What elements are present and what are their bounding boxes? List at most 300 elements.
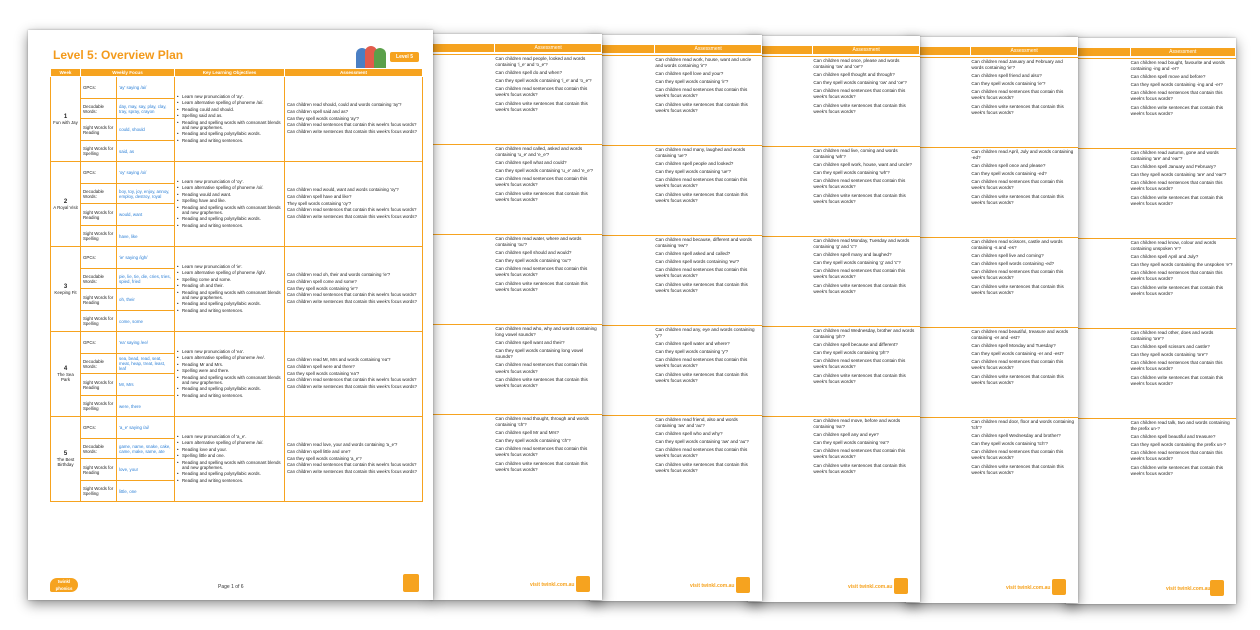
assessment-cell xyxy=(655,147,758,206)
objective-item: • Learn new pronunciation of 'ea'. xyxy=(177,349,282,354)
focus-label: Sight Words for Reading xyxy=(81,374,117,396)
assessment-question: Can they spell words containing -ing and -er? xyxy=(1130,82,1223,88)
assessment-question: Can children read sentences that contain this week's focus words? xyxy=(495,362,588,374)
assessment-question: Can they spell words containing 'i_e' and 'o_e'? xyxy=(495,78,592,84)
assessment-question: Can children spell work, house, want and uncle? xyxy=(813,162,912,168)
assessment-question: Can children read oh, their and words containing 'ie'? xyxy=(287,272,391,278)
assessment-question: Can they spell words containing 'ea'? xyxy=(813,440,889,446)
assessment-question: Can children write sentences that contain this week's focus words? xyxy=(813,372,906,384)
assessment-question: Can children read sentences that contain this week's focus words? xyxy=(495,446,588,458)
assessment-question: Can children read sentences that contain this week's focus words? xyxy=(971,269,1064,281)
assessment-question: Can children read love, your and words containing 'a_e'? xyxy=(287,442,398,448)
header-assessment: Assessment xyxy=(495,44,602,52)
objective-item: • Learn new pronunciation of 'a_e'. xyxy=(177,434,282,439)
assessment-question: Can children write sentences that contain this week's focus words? xyxy=(655,371,748,383)
assessment-question: Can children read beautiful, treasure and words containing -er and -est? xyxy=(971,329,1069,341)
assessment-question: Can children read sentences that contain this week's focus words? xyxy=(813,88,906,100)
assessment-question: Can children write sentences that contain this week's focus words? xyxy=(495,460,588,472)
assessment-question: Can children spell asked and called? xyxy=(655,251,731,257)
assessment-question: Can children read sentences that contain this week's focus words? xyxy=(971,359,1064,371)
focus-label: Sight Words for Spelling xyxy=(81,141,117,162)
assessment-question: Can children spell move and before? xyxy=(1130,74,1206,80)
assessment-cell xyxy=(971,419,1074,478)
assessment-question: Can children write sentences that contain this week's focus words? xyxy=(1130,374,1224,386)
assessment-question: Can children read other, does and words containing 'ore'? xyxy=(1130,330,1214,342)
assessment-question: Can children spell who and why? xyxy=(655,431,723,437)
assessment-question: Can children spell words containing -ed? xyxy=(971,261,1055,267)
assessment-question: Can children write sentences that contain this week's focus words? xyxy=(655,281,748,293)
assessment-question: Can children write sentences that contain this week's focus words? xyxy=(813,282,906,294)
table-row xyxy=(51,417,423,439)
assessment-question: Can children read sentences that contain this week's focus words? xyxy=(655,267,748,279)
phonics-badge-icon xyxy=(403,574,419,592)
assessment-question: Can children write sentences that contain this week's focus words? xyxy=(813,102,906,114)
assessment-question: Can children spell once and please? xyxy=(971,163,1046,169)
week-divider xyxy=(1066,58,1236,59)
assessment-question: Can children read April, July and words containing -ed? xyxy=(971,149,1074,161)
assessment-question: Can children write sentences that contain this week's focus words? xyxy=(287,384,417,390)
assessment-cell xyxy=(1131,420,1233,479)
assessment-question: Can children read friend, also and words containing 'aw' and 'au'? xyxy=(655,417,738,429)
sheet-header-bar xyxy=(590,45,762,53)
assessment-cell xyxy=(655,237,758,296)
objectives-cell xyxy=(175,332,285,417)
objective-item: • Reading Mr and Mrs. xyxy=(177,362,282,367)
sheet-header-bar xyxy=(1066,48,1236,56)
assessment-question: Can children read sentences that contain this week's focus words? xyxy=(287,122,417,128)
table-header-row xyxy=(51,69,423,77)
assessment-question: Can children write sentences that contain this week's focus words? xyxy=(971,373,1064,385)
focus-label: GPCs: xyxy=(81,77,117,99)
assessment-question: Can children write sentences that contain this week's focus words? xyxy=(287,214,417,220)
focus-value: Mr, Mrs xyxy=(117,374,175,396)
focus-label: Decodable Words: xyxy=(81,269,117,289)
footer-url[interactable]: visit twinkl.com.au xyxy=(690,583,735,589)
assessment-question: Can they spell words containing 'ch'? xyxy=(495,438,571,444)
assessment-cell xyxy=(285,162,423,247)
level-badge: Level 5 xyxy=(390,52,419,62)
week-cell xyxy=(51,77,81,162)
assessment-cell xyxy=(655,57,758,116)
table-row xyxy=(51,162,423,184)
assessment-question: Can they spell words containing 'are' and 'ear'? xyxy=(1130,172,1227,178)
objective-item: • Reading and spelling words with consonant blends and new graphemes. xyxy=(177,290,282,300)
assessment-question: Can children read January and February and words containing 'ie'? xyxy=(971,59,1063,71)
focus-value: 'ie' saying /igh/ xyxy=(117,247,175,269)
objective-item: • Learn alternative spelling of phoneme /oi/. xyxy=(177,185,282,190)
focus-label: Sight Words for Spelling xyxy=(81,481,117,502)
assessment-question: Can children read sentences that contain this week's focus words? xyxy=(655,87,748,99)
assessment-question: Can children spell Mr and Mrs? xyxy=(495,430,559,436)
assessment-cell xyxy=(971,59,1074,118)
assessment-question: Can children spell little and one? xyxy=(287,448,351,454)
objective-item: • Reading and spelling words with consonant blends and new graphemes. xyxy=(177,460,282,470)
assessment-question: Can children write sentences that contain this week's focus words? xyxy=(287,299,417,305)
assessment-question: Can children spell were and there? xyxy=(287,363,355,369)
focus-label: Sight Words for Spelling xyxy=(81,311,117,332)
assessment-question: Can children write sentences that contain this week's focus words? xyxy=(495,280,588,292)
assessment-question: Can children spell love and your? xyxy=(655,71,724,77)
overview-plan-page-1 xyxy=(28,30,433,600)
assessment-question: Can children write sentences that contain this week's focus words? xyxy=(1130,104,1224,116)
header-assessment: Assessment xyxy=(971,47,1078,55)
assessment-question: Can children read sentences that contain this week's focus words? xyxy=(495,86,588,98)
assessment-cell xyxy=(285,77,423,162)
assessment-question: Can they spell words containing 'a_e'? xyxy=(287,455,362,461)
assessment-question: Can children spell beautiful and treasure? xyxy=(1130,434,1216,440)
footer-url[interactable]: visit twinkl.com.au xyxy=(1166,586,1211,592)
header-weekly-focus: Weekly Focus xyxy=(81,69,175,77)
assessment-question: Can children read sentences that contain this week's focus words? xyxy=(813,448,906,460)
assessment-question: Can children read Mr, Mrs and words containing 'ea'? xyxy=(287,357,391,363)
assessment-question: Can children read sentences that contain this week's focus words? xyxy=(971,179,1064,191)
assessment-cell xyxy=(813,328,916,387)
week-name: Keeping Fit xyxy=(54,289,77,295)
assessment-question: Can children read door, floor and words containing 'tch'? xyxy=(971,419,1075,431)
objectives-cell xyxy=(175,77,285,162)
overview-plan-page-2 xyxy=(430,34,602,600)
assessment-question: Can children read sentences that contain this week's focus words? xyxy=(1130,270,1223,282)
week-divider xyxy=(748,236,920,237)
assessment-question: Can children read any, eye and words containing 'y'? xyxy=(655,327,755,339)
week-divider xyxy=(906,327,1078,328)
assessment-question: Can they spell words containing -er and -est? xyxy=(971,351,1064,357)
assessment-question: Can children spell do and when? xyxy=(495,70,563,76)
assessment-question: Can they spell words containing 'ay'? xyxy=(287,115,359,121)
assessment-question: Can children spell come and some? xyxy=(287,278,357,284)
header-assessment: Assessment xyxy=(285,69,423,77)
page-number: Page 1 of 6 xyxy=(218,584,244,590)
focus-label: Decodable Words: xyxy=(81,184,117,204)
assessment-cell xyxy=(971,149,1074,208)
assessment-cell xyxy=(971,329,1074,388)
assessment-question: Can children read who, why and words containing long vowel sounds? xyxy=(495,326,597,338)
objective-item: • Reading could and should. xyxy=(177,107,282,112)
assessment-question: Can children read Monday, Tuesday and words containing 'g' and 'c'? xyxy=(813,238,910,250)
assessment-question: Can they spell words containing the unspoken 'e'? xyxy=(1130,262,1233,268)
week-name: Fun with Jay xyxy=(53,119,78,125)
focus-label: Sight Words for Spelling xyxy=(81,396,117,417)
week-number: 2 xyxy=(63,198,68,205)
objective-item: • Reading and writing sentences. xyxy=(177,223,282,228)
week-divider xyxy=(590,145,762,146)
objective-item: • Learn new pronunciation of 'ay'. xyxy=(177,94,282,99)
twinkl-phonics-logo: twinkl phonics xyxy=(50,578,78,592)
objective-item: • Learn new pronunciation of 'ie'. xyxy=(177,264,282,269)
objective-item: • Learn alternative spelling of phoneme /igh/. xyxy=(177,270,282,275)
assessment-question: Can children write sentences that contain this week's focus words? xyxy=(495,100,588,112)
week-divider xyxy=(906,237,1078,238)
assessment-question: Can children read people, looked and words containing 'i_e' and 'o_e'? xyxy=(495,56,586,68)
focus-value: 'ay' saying /ai/ xyxy=(117,77,175,99)
assessment-question: Can children spell what and could? xyxy=(495,160,567,166)
assessment-cell xyxy=(495,56,598,115)
week-name: The Best Birthday xyxy=(56,457,75,467)
assessment-question: Can they spell words containing 'ir'? xyxy=(655,79,729,85)
assessment-cell xyxy=(495,236,598,295)
assessment-cell xyxy=(1131,150,1233,209)
assessment-question: Can children read sentences that contain this week's focus words? xyxy=(813,178,906,190)
assessment-question: Can children read because, different and words containing 'ew'? xyxy=(655,237,752,249)
week-divider xyxy=(748,416,920,417)
header-assessment: Assessment xyxy=(1131,48,1236,56)
assessment-question: Can they spell words containing 'ow' and 'oe'? xyxy=(813,80,907,86)
assessment-question: Can children read sentences that contain this week's focus words? xyxy=(495,266,588,278)
assessment-question: Can children write sentences that contain this week's focus words? xyxy=(971,103,1064,115)
week-divider xyxy=(430,144,602,145)
week-divider xyxy=(906,147,1078,148)
assessment-question: Can children read sentences that contain this week's focus words? xyxy=(813,358,906,370)
table-row xyxy=(51,332,423,354)
assessment-cell xyxy=(655,327,758,386)
overview-table xyxy=(50,68,423,502)
assessment-question: Can children read move, before and words containing 'ea'? xyxy=(813,418,901,430)
assessment-question: Can children write sentences that contain this week's focus words? xyxy=(813,462,906,474)
week-divider xyxy=(1066,418,1236,419)
assessment-question: Can children write sentences that contain this week's focus words? xyxy=(655,461,748,473)
footer-url[interactable]: visit twinkl.com.au xyxy=(530,582,575,588)
assessment-question: Can they spell words containing 'ou'? xyxy=(495,258,571,264)
assessment-question: Can children read sentences that contain this week's focus words? xyxy=(1130,180,1223,192)
objective-item: • Reading and spelling words with consonant blends and new graphemes. xyxy=(177,375,282,385)
level-badge-group xyxy=(356,44,419,70)
week-divider xyxy=(906,417,1078,418)
assessment-cell xyxy=(1131,60,1233,119)
focus-label: GPCs: xyxy=(81,247,117,269)
assessment-question: Can children write sentences that contain this week's focus words? xyxy=(813,192,906,204)
focus-value: have, like xyxy=(117,226,175,247)
assessment-question: Can they spell words containing 'g' and 'c'? xyxy=(813,260,901,266)
assessment-cell xyxy=(655,417,758,476)
week-divider xyxy=(430,324,602,325)
focus-value: come, some xyxy=(117,311,175,332)
assessment-question: Can children read would, want and words containing 'oy'? xyxy=(287,187,399,193)
overview-plan-page-6 xyxy=(1066,38,1236,604)
objective-item: • Learn alternative spelling of phoneme /ai/. xyxy=(177,100,282,105)
children-illustration-icon xyxy=(356,44,386,70)
week-cell xyxy=(51,247,81,332)
assessment-question: Can children spell friend and also? xyxy=(971,73,1042,79)
focus-value: 'a_e' saying /ai/ xyxy=(117,417,175,439)
objectives-cell xyxy=(175,417,285,502)
objective-item: • Reading and writing sentences. xyxy=(177,478,282,483)
week-divider xyxy=(748,56,920,57)
assessment-question: Can children read sentences that contain this week's focus words? xyxy=(287,377,417,383)
phonics-badge-icon xyxy=(576,576,590,592)
focus-value: boy, toy, joy, enjoy, annoy, employ, destroy, royal xyxy=(117,184,175,204)
assessment-question: Can they spell words containing 'ue'? xyxy=(655,169,731,175)
week-divider xyxy=(590,415,762,416)
assessment-question: They spell words containing 'oy'? xyxy=(287,200,352,206)
assessment-question: Can children read sentences that contain this week's focus words? xyxy=(1130,360,1223,372)
sheet-header-bar xyxy=(748,46,920,54)
week-cell xyxy=(51,332,81,417)
assessment-question: Can children read sentences that contain this week's focus words? xyxy=(813,268,906,280)
objective-item: • Reading and spelling polysyllabic words. xyxy=(177,471,282,476)
objective-item: • Learn new pronunciation of 'oy'. xyxy=(177,179,282,184)
week-divider xyxy=(430,414,602,415)
week-divider xyxy=(1066,328,1236,329)
objective-item: • Spelling come and some. xyxy=(177,277,282,282)
objective-item: • Spelling said and as. xyxy=(177,113,282,118)
assessment-question: Can children spell Wednesday and brother? xyxy=(971,433,1061,439)
week-number: 4 xyxy=(63,366,68,372)
week-divider xyxy=(430,54,602,55)
overview-plan-page-5 xyxy=(906,37,1078,603)
objective-item: • Spelling little and one. xyxy=(177,453,282,458)
assessment-question: Can children read thought, through and words containing 'ch'? xyxy=(495,416,589,428)
assessment-cell xyxy=(1131,330,1233,389)
header-objectives: Key Learning Objectives xyxy=(175,69,285,77)
assessment-question: Can children read sentences that contain this week's focus words? xyxy=(971,89,1064,101)
assessment-question: Can children read talk, two and words containing the prefix un-? xyxy=(1130,420,1230,432)
focus-label: GPCs: xyxy=(81,417,117,439)
assessment-question: Can they spell words containing 'ie'? xyxy=(287,285,358,291)
objectives-cell xyxy=(175,247,285,332)
assessment-question: Can children read bought, favourite and words containing -ing and -er? xyxy=(1130,60,1225,72)
week-divider xyxy=(430,234,602,235)
footer-url[interactable]: visit twinkl.com.au xyxy=(1006,585,1051,591)
focus-value: game, name, snake, cake, came, make, same, ate xyxy=(117,439,175,459)
assessment-question: Can they spell words containing 'ie'? xyxy=(971,81,1046,87)
sheet-header-bar xyxy=(430,44,602,52)
assessment-question: Can they spell words containing 'y'? xyxy=(655,349,729,355)
assessment-question: Can children read Wednesday, brother and words containing 'ph'? xyxy=(813,328,915,340)
focus-value: 'ea' saying /ee/ xyxy=(117,332,175,354)
focus-value: could, should xyxy=(117,119,175,141)
assessment-question: Can children read sentences that contain this week's focus words? xyxy=(495,176,588,188)
assessment-cell xyxy=(971,239,1074,298)
phonics-badge-icon xyxy=(736,577,750,593)
assessment-question: Can children read sentences that contain this week's focus words? xyxy=(655,357,748,369)
assessment-question: Can children write sentences that contain this week's focus words? xyxy=(971,463,1064,475)
header-week: Week xyxy=(51,69,81,77)
assessment-question: Can children read once, please and words containing 'ow' and 'oe'? xyxy=(813,58,900,70)
assessment-question: Can children read know, colour and words containing unspoken 'e'? xyxy=(1130,240,1217,252)
focus-label: Decodable Words: xyxy=(81,439,117,459)
objective-item: • Learn alternative spelling of phoneme /ai/. xyxy=(177,440,282,445)
assessment-question: Can they spell words containing -ed? xyxy=(971,171,1047,177)
objective-item: • Reading would and want. xyxy=(177,192,282,197)
assessment-cell xyxy=(495,146,598,205)
week-number: 5 xyxy=(63,451,68,457)
objective-item: • Reading and spelling polysyllabic words. xyxy=(177,386,282,391)
objective-item: • Reading and spelling words with consonant blends and new graphemes. xyxy=(177,120,282,130)
assessment-question: Can they spell words containing 'aw' and 'au'? xyxy=(655,439,749,445)
assessment-question: Can children write sentences that contain this week's focus words? xyxy=(655,101,748,113)
phonics-badge-icon xyxy=(1052,579,1066,595)
header-assessment: Assessment xyxy=(655,45,762,53)
week-divider xyxy=(590,235,762,236)
objective-item: • Reading and spelling polysyllabic words. xyxy=(177,216,282,221)
assessment-question: Can children spell thought and through? xyxy=(813,72,895,78)
table-row xyxy=(51,247,423,269)
focus-value: oh, their xyxy=(117,289,175,311)
assessment-question: Can children spell any and eye? xyxy=(813,432,879,438)
assessment-question: Can children write sentences that contain this week's focus words? xyxy=(1130,194,1224,206)
overview-plan-page-4 xyxy=(748,36,920,602)
week-number: 3 xyxy=(63,283,68,290)
focus-label: Sight Words for Reading xyxy=(81,119,117,141)
focus-label: Sight Words for Spelling xyxy=(81,226,117,247)
objectives-cell xyxy=(175,162,285,247)
table-row xyxy=(51,77,423,99)
objective-item: • Learn alternative spelling of phoneme /ee/. xyxy=(177,355,282,360)
assessment-question: Can children spell because and different? xyxy=(813,342,898,348)
week-divider xyxy=(748,326,920,327)
objective-item: • Reading and writing sentences. xyxy=(177,308,282,313)
assessment-question: Can children write sentences that contain this week's focus words? xyxy=(287,469,417,475)
assessment-question: Can children spell said and as? xyxy=(287,108,349,114)
assessment-question: Can children spell Monday and Tuesday? xyxy=(971,343,1056,349)
focus-value: day, may, say, play, clay, tray, spray, crayon xyxy=(117,99,175,119)
assessment-question: Can children spell want and their? xyxy=(495,340,565,346)
week-divider xyxy=(748,146,920,147)
focus-label: GPCs: xyxy=(81,332,117,354)
assessment-question: Can children write sentences that contain this week's focus words? xyxy=(655,191,748,203)
assessment-question: Can children spell scissors and castle? xyxy=(1130,344,1210,350)
assessment-question: Can children read sentences that contain this week's focus words? xyxy=(287,462,417,468)
assessment-cell xyxy=(495,416,598,475)
objective-item: • Reading and spelling polysyllabic words. xyxy=(177,301,282,306)
assessment-question: Can children spell live and coming? xyxy=(971,253,1044,259)
week-name: The Sea Park xyxy=(57,372,74,382)
focus-value: pie, lie, tie, die, cries, tries, spied, fried xyxy=(117,269,175,289)
assessment-question: Can children read sentences that contain this week's focus words? xyxy=(971,449,1064,461)
week-cell xyxy=(51,417,81,502)
assessment-question: Can children spell January and February? xyxy=(1130,164,1216,170)
assessment-question: Can they spell words containing the prefix un-? xyxy=(1130,442,1227,448)
focus-label: GPCs: xyxy=(81,162,117,184)
overview-plan-page-3 xyxy=(590,35,762,601)
assessment-cell xyxy=(1131,240,1233,299)
assessment-question: Can children read sentences that contain this week's focus words? xyxy=(1130,450,1223,462)
week-name: A Royal Visit xyxy=(53,204,78,210)
assessment-question: Can children read scissors, castle and words containing -s and -es? xyxy=(971,239,1063,251)
assessment-question: Can children spell April and July? xyxy=(1130,254,1199,260)
assessment-cell xyxy=(285,417,423,502)
focus-label: Sight Words for Reading xyxy=(81,204,117,226)
assessment-question: Can children read sentences that contain this week's focus words? xyxy=(655,447,748,459)
objective-item: • Spelling have and like. xyxy=(177,198,282,203)
assessment-question: Can children read sentences that contain this week's focus words? xyxy=(287,292,417,298)
assessment-question: Can they spell words containing 'tch'? xyxy=(971,441,1048,447)
focus-value: little, one xyxy=(117,481,175,502)
assessment-question: Can children write sentences that contain this week's focus words? xyxy=(495,376,588,388)
assessment-question: Can children write sentences that contain this week's focus words? xyxy=(1130,464,1224,476)
assessment-cell xyxy=(813,148,916,207)
focus-value: said, as xyxy=(117,141,175,162)
assessment-question: Can children spell many and laughed? xyxy=(813,252,892,258)
assessment-question: Can they spell words containing 'ore'? xyxy=(1130,352,1208,358)
focus-label: Decodable Words: xyxy=(81,99,117,119)
week-divider xyxy=(906,57,1078,58)
header-blank xyxy=(430,44,495,52)
assessment-cell xyxy=(813,238,916,297)
focus-value: sea, bead, read, seat, meat, heap, treat, least, leaf xyxy=(117,354,175,374)
header-assessment: Assessment xyxy=(813,46,920,54)
assessment-question: Can they spell words containing 'u_e' and 'e_e'? xyxy=(495,168,594,174)
page-title: Level 5: Overview Plan xyxy=(53,48,184,62)
footer-url[interactable]: visit twinkl.com.au xyxy=(848,584,893,590)
week-divider xyxy=(590,55,762,56)
assessment-question: Can children read sentences that contain this week's focus words? xyxy=(1130,90,1223,102)
focus-value: would, want xyxy=(117,204,175,226)
assessment-question: Can children spell words containing 'ew'? xyxy=(655,259,740,265)
objective-item: • Reading and writing sentences. xyxy=(177,138,282,143)
assessment-question: Can they spell words containing 'ea'? xyxy=(287,370,360,376)
assessment-question: Can children read many, laughed and words containing 'ue'? xyxy=(655,147,746,159)
